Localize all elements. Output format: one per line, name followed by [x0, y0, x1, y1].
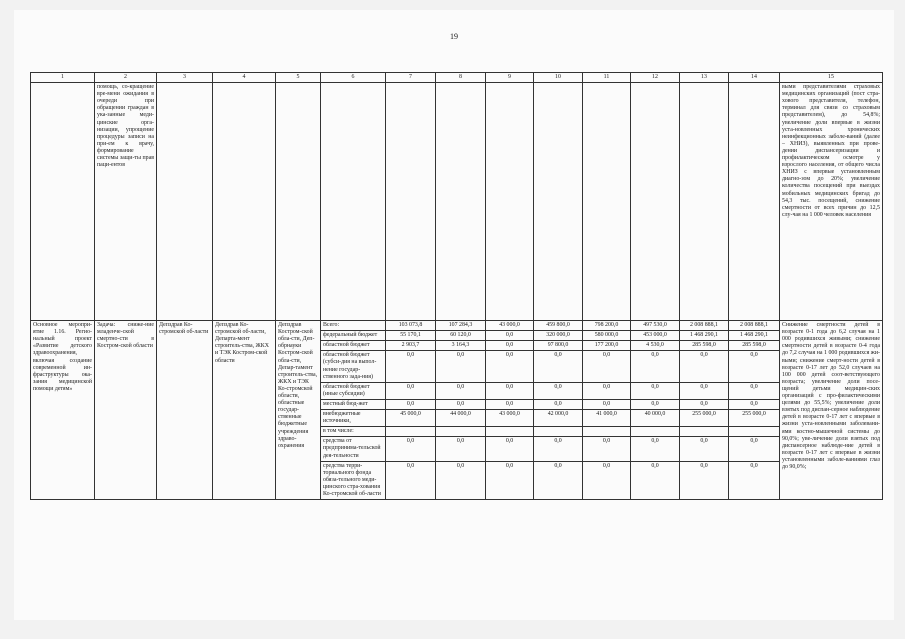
- value-cell: 0,0: [486, 331, 534, 341]
- value-cell: 0,0: [680, 351, 729, 382]
- value-cell: 0,0: [583, 351, 631, 382]
- value-cell: 0,0: [486, 351, 534, 382]
- cont-cell-11: [583, 83, 631, 321]
- funding-source: внебюджетные источники,: [321, 410, 386, 427]
- cont-cell-7: [386, 83, 436, 321]
- value-cell: 0,0: [486, 341, 534, 351]
- header-cell: 15: [780, 73, 883, 83]
- funding-source: средства терри-ториального фонда обяза-тельного меди-цинского стра-хования Ко-стромской об-ласти: [321, 461, 386, 499]
- header-cell: 13: [680, 73, 729, 83]
- value-cell: 0,0: [631, 351, 680, 382]
- value-cell: 0,0: [729, 461, 780, 499]
- value-cell: 107 284,3: [436, 321, 486, 331]
- value-cell: 44 000,0: [436, 410, 486, 427]
- value-cell: 1 468 290,1: [680, 331, 729, 341]
- value-cell: 0,0: [680, 437, 729, 461]
- value-cell: 0,0: [534, 382, 583, 399]
- value-cell: 1 468 290,1: [729, 331, 780, 341]
- value-cell: 0,0: [486, 461, 534, 499]
- value-cell: [680, 427, 729, 437]
- header-cell: 5: [276, 73, 321, 83]
- value-cell: [534, 427, 583, 437]
- value-cell: [436, 427, 486, 437]
- header-cell: 10: [534, 73, 583, 83]
- value-cell: 255 000,0: [680, 410, 729, 427]
- funding-source: областной бюджет (иные субсидии): [321, 382, 386, 399]
- document-page: [14, 10, 894, 620]
- header-cell: 7: [386, 73, 436, 83]
- cont-cell-6: [321, 83, 386, 321]
- value-cell: 0,0: [436, 351, 486, 382]
- header-row: [31, 73, 883, 83]
- value-cell: 0,0: [436, 437, 486, 461]
- header-cell: 4: [213, 73, 276, 83]
- value-cell: 103 073,8: [386, 321, 436, 331]
- cont-cell-13: [680, 83, 729, 321]
- event-row-0: [31, 321, 883, 331]
- event-coexecutors-cell: Депздрав Ко-стромской об-ласти, Департа-мент строитель-ства, ЖКХ и ТЭК Костром-ской области: [213, 321, 276, 500]
- value-cell: 0,0: [729, 399, 780, 409]
- program-table: [30, 72, 883, 500]
- value-cell: 0,0: [729, 382, 780, 399]
- funding-source: областной бюджет (субси-дия на выпол-нение государ-ственного зада-ния): [321, 351, 386, 382]
- value-cell: 0,0: [680, 461, 729, 499]
- continuation-row: [31, 83, 883, 321]
- value-cell: 0,0: [486, 437, 534, 461]
- header-cell: 1: [31, 73, 95, 83]
- value-cell: 580 000,0: [583, 331, 631, 341]
- value-cell: 45 000,0: [386, 410, 436, 427]
- header-cell: 3: [157, 73, 213, 83]
- value-cell: 0,0: [386, 399, 436, 409]
- value-cell: 60 120,0: [436, 331, 486, 341]
- value-cell: 97 800,0: [534, 341, 583, 351]
- funding-source: Всего:: [321, 321, 386, 331]
- event-responsible-cell: Депздрав Ко-стромской об-ласти: [157, 321, 213, 500]
- cont-result-cell: выми представителями страховых медицинских организаций (пост стра-хового представителя, телефон, терминал для связи со страховым представителем), до 54,8%; увеличение доли впервые в жизни уста-новленных хронических неинфекционных заболе-ваний (далее – ХНИЗ), выявленных при прове-дении диспансеризации и профилактическом осмотре у взрослого населения, от общего числа ХНИЗ с впервые установленным диагно-зом до 20%; увеличение количества посещений при выездах мобильных медицинских бригад до 54,3 тыс. посещений, снижение смертности от всех причин до 12,5 слу-чая на 1 000 человек населения: [780, 83, 883, 321]
- value-cell: 0,0: [583, 382, 631, 399]
- value-cell: 0,0: [583, 461, 631, 499]
- funding-source: средства от предпринима-тельской дея-тельности: [321, 437, 386, 461]
- value-cell: [631, 427, 680, 437]
- event-participants-cell: Депздрав Костром-ской обла-сти, Деп-обрнауки Костром-ской обла-сти, Депар-тамент строитель-ства, ЖКХ и ТЭК Ко-стромской области, областные государ-ственные бюджетные учреждения здраво-охранения: [276, 321, 321, 500]
- value-cell: 0,0: [631, 461, 680, 499]
- value-cell: 0,0: [729, 437, 780, 461]
- value-cell: [729, 427, 780, 437]
- value-cell: 0,0: [386, 461, 436, 499]
- header-cell: 14: [729, 73, 780, 83]
- value-cell: 40 000,0: [631, 410, 680, 427]
- value-cell: 41 000,0: [583, 410, 631, 427]
- value-cell: 0,0: [436, 399, 486, 409]
- cont-cell-4: [213, 83, 276, 321]
- header-cell: 11: [583, 73, 631, 83]
- event-title-cell: Основное меропри-ятие 1.16. Регио-нальный проект «Развитие детского здравоохранения, включая создание современной ин-фраструктуры ока-зания медицинской помощи детям»: [31, 321, 95, 500]
- value-cell: 320 000,0: [534, 331, 583, 341]
- value-cell: 285 598,0: [680, 341, 729, 351]
- value-cell: 459 800,0: [534, 321, 583, 331]
- value-cell: 255 000,0: [729, 410, 780, 427]
- page-number: 19: [450, 32, 458, 41]
- cont-cell-3: [157, 83, 213, 321]
- value-cell: 2 903,7: [386, 341, 436, 351]
- value-cell: 0,0: [583, 437, 631, 461]
- cont-cell-12: [631, 83, 680, 321]
- value-cell: 0,0: [534, 351, 583, 382]
- cont-cell-10: [534, 83, 583, 321]
- header-cell: 6: [321, 73, 386, 83]
- funding-source: областной бюджет: [321, 341, 386, 351]
- value-cell: 0,0: [680, 399, 729, 409]
- value-cell: [583, 427, 631, 437]
- value-cell: 453 000,0: [631, 331, 680, 341]
- value-cell: 0,0: [436, 382, 486, 399]
- value-cell: 2 008 888,1: [729, 321, 780, 331]
- value-cell: 177 200,0: [583, 341, 631, 351]
- value-cell: 0,0: [680, 382, 729, 399]
- value-cell: 3 164,3: [436, 341, 486, 351]
- header-cell: 9: [486, 73, 534, 83]
- value-cell: 497 530,0: [631, 321, 680, 331]
- value-cell: 0,0: [534, 461, 583, 499]
- value-cell: 0,0: [436, 461, 486, 499]
- value-cell: 43 000,0: [486, 410, 534, 427]
- value-cell: 0,0: [729, 351, 780, 382]
- value-cell: [386, 427, 436, 437]
- funding-source: в том числе:: [321, 427, 386, 437]
- value-cell: 55 170,1: [386, 331, 436, 341]
- value-cell: 0,0: [534, 399, 583, 409]
- value-cell: [486, 427, 534, 437]
- cont-cell-8: [436, 83, 486, 321]
- value-cell: 0,0: [631, 382, 680, 399]
- value-cell: 0,0: [486, 382, 534, 399]
- cont-cell-14: [729, 83, 780, 321]
- event-result-cell: Снижение смертности детей в возрасте 0-1 года до 6,2 случая на 1 000 родившихся живыми; снижение смертности детей в возрасте 0-4 года до 7,2 случая на 1 000 родившихся жи-выми; снижение смерт-ности детей в возрасте 0-17 лет до 52,0 случаев на 100 000 детей соот-ветствующего возраста; увеличение доли посе-щений детьми медицин-ских организаций с про-филактическими целями до 55,5%; увеличение доли взятых под диспан-серное наблюдение детей в возрасте 0-17 лет с впервые в жизни уста-новленными заболевани-ями костно-мышечной системы до 90,0%; уве-личение доли взятых под диспансерное наблюде-ние детей в возрасте 0-17 лет с впервые в жизни установленными заболе-ваниями глаз до 90,0%;: [780, 321, 883, 500]
- funding-source: федеральный бюджет: [321, 331, 386, 341]
- value-cell: 0,0: [386, 382, 436, 399]
- value-cell: 42 000,0: [534, 410, 583, 427]
- value-cell: 43 000,0: [486, 321, 534, 331]
- cont-cell-9: [486, 83, 534, 321]
- value-cell: 0,0: [583, 399, 631, 409]
- value-cell: 285 598,0: [729, 341, 780, 351]
- cont-cell-5: [276, 83, 321, 321]
- value-cell: 0,0: [386, 437, 436, 461]
- cont-task-cell: помощь, со-кращение вре-мени ожидания в очереди при обращении граждан в ука-занные меди-цинские орга-низации, упрощение процедуры записи на при-ем к врачу, формирование системы защи-ты прав паци-ентов: [95, 83, 157, 321]
- header-cell: 8: [436, 73, 486, 83]
- value-cell: 0,0: [631, 399, 680, 409]
- value-cell: 0,0: [631, 437, 680, 461]
- value-cell: 798 200,0: [583, 321, 631, 331]
- value-cell: 0,0: [534, 437, 583, 461]
- cont-cell-1: [31, 83, 95, 321]
- funding-source: местный бюд-жет: [321, 399, 386, 409]
- value-cell: 0,0: [486, 399, 534, 409]
- header-cell: 2: [95, 73, 157, 83]
- value-cell: 2 008 888,1: [680, 321, 729, 331]
- value-cell: 4 530,0: [631, 341, 680, 351]
- header-cell: 12: [631, 73, 680, 83]
- event-task-cell: Задача: сниже-ние младенче-ской смертно-сти в Костром-ской области: [95, 321, 157, 500]
- value-cell: 0,0: [386, 351, 436, 382]
